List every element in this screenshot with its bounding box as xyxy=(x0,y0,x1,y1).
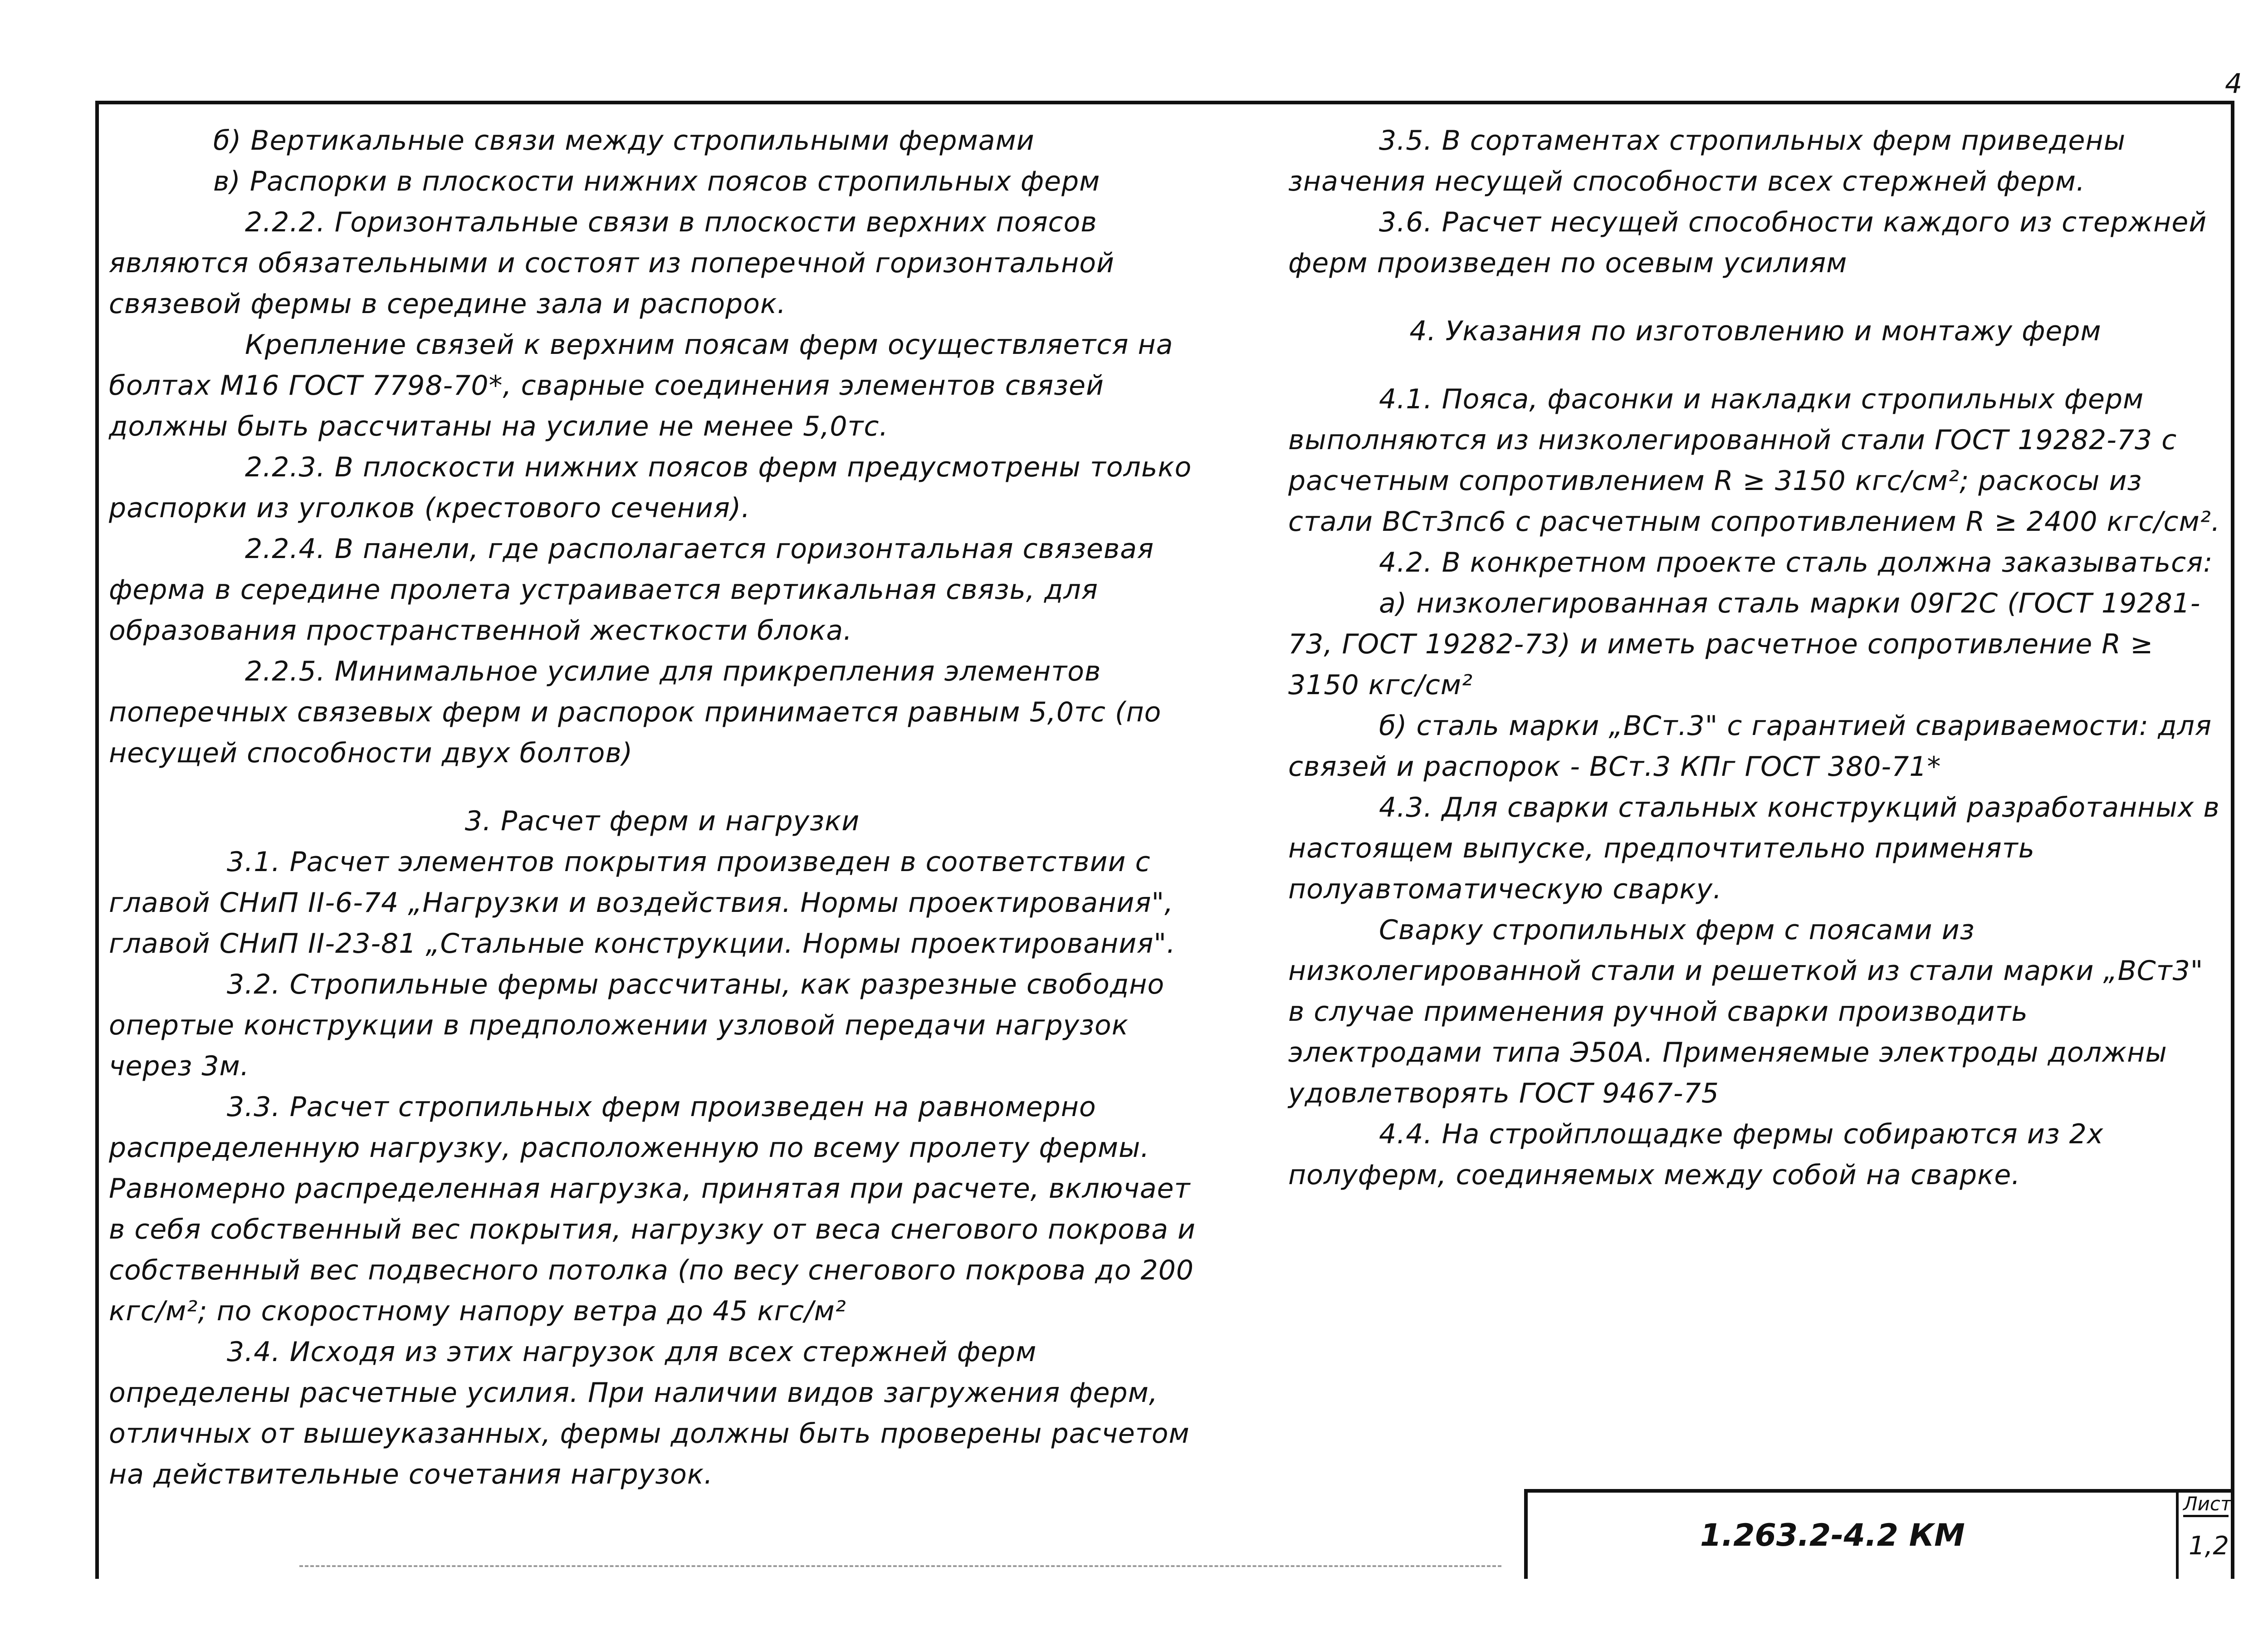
paragraph-2-2-2: 2.2.2. Горизонтальные связи в плоскости верхних поясов являются обязательными и состоят из поперечной горизонтальной связевой фермы в середине зала и распорок. xyxy=(109,206,1115,320)
heading-section-4: 4. Указания по изготовлению и монтажу ферм xyxy=(1409,315,2102,347)
paragraph-3-1: 3.1. Расчет элементов покрытия произведен в соответствии с главой СНиП II-6-74 „Нагрузки и воздействия. Нормы проектирования", главой СНиП II-23-81 „Стальные конструкции. Нормы проектирования". xyxy=(109,846,1176,960)
paragraph-2-2-5: 2.2.5. Минимальное усилие для прикрепления элементов поперечных связевых ферм и распорок принимается равным 5,0тс (по несущей способности двух болтов) xyxy=(109,656,1162,769)
paragraph-3-4: 3.4. Исходя из этих нагрузок для всех стержней ферм определены расчетные усилия. При наличии видов загружения ферм, отличных от вышеуказанных, фермы должны быть проверены расчетом на действительные сочетания нагрузок. xyxy=(109,1336,1190,1490)
paragraph-welding: Сварку стропильных ферм с поясами из низколегированной стали и решеткой из стали марки „ВСт3" в случае применения ручной сварки производить электродами типа Э50А. Применяемые электроды должны удовлетворять ГОСТ 9467-75 xyxy=(1288,914,2204,1109)
paragraph-4-2: 4.2. В конкретном проекте сталь должна заказываться: xyxy=(1379,547,2213,578)
paragraph-3-2: 3.2. Стропильные фермы рассчитаны, как разрезные свободно опертые конструкции в предположении узловой передачи нагрузок через 3м. xyxy=(109,969,1165,1082)
paragraph-4-4: 4.4. На стройплощадке фермы собираются из 2х полуферм, соединяемых между собой на сварке. xyxy=(1288,1118,2104,1191)
bottom-dashed-line xyxy=(299,1565,1501,1567)
paragraph-2-2-4: 2.2.4. В панели, где располагается горизонтальная связевая ферма в середине пролета устраивается вертикальная связь, для образования пространственной жесткости блока. xyxy=(109,533,1154,647)
paragraph-4-3: 4.3. Для сварки стальных конструкций разработанных в настоящем выпуске, предпочтительно применять полуавтоматическую сварку. xyxy=(1288,792,2220,905)
title-block xyxy=(1524,1489,2234,1579)
paragraph-3-6: 3.6. Расчет несущей способности каждого из стержней ферм произведен по осевым усилиям xyxy=(1288,206,2207,279)
paragraph-4-2-a: а) низколегированная сталь марки 09Г2С (ГОСТ 19281-73, ГОСТ 19282-73) и иметь расчетное сопротивление R ≥ 3150 кгс/см² xyxy=(1288,588,2201,701)
paragraph-2-2-3: 2.2.3. В плоскости нижних поясов ферм предусмотрены только распорки из уголков (крестового сечения). xyxy=(109,451,1192,524)
paragraph-fastening: Крепление связей к верхним поясам ферм осуществляется на болтах М16 ГОСТ 7798-70*, сварные соединения элементов связей должны быть рассчитаны на усилие не менее 5,0тс. xyxy=(109,329,1173,442)
left-text-column xyxy=(109,120,1216,1495)
right-text-column xyxy=(1288,120,2223,1195)
paragraph-4-2-b: б) сталь марки „ВСт.3" с гарантией свариваемости: для связей и распорок - ВСт.3 КПг ГОСТ 380-71* xyxy=(1288,710,2212,783)
sheet-cell xyxy=(2176,1493,2231,1579)
heading-section-3: 3. Расчет ферм и нагрузки xyxy=(464,805,860,837)
sheet-number: 1,2 xyxy=(2189,1531,2229,1561)
paragraph-3-5: 3.5. В сортаментах стропильных ферм приведены значения несущей способности всех стержней ферм. xyxy=(1288,125,2126,197)
document-code: 1.263.2-4.2 КМ xyxy=(1700,1518,1965,1553)
paragraph-4-1: 4.1. Пояса, фасонки и накладки стропильных ферм выполняются из низколегированной стали ГОСТ 19282-73 с расчетным сопротивлением R ≥ 3150 кгс/см²; раскосы из стали ВСт3пс6 с расчетным сопротивлением R ≥ 2400 кгс/см². xyxy=(1288,383,2220,538)
page-number: 4 xyxy=(2225,68,2243,100)
sheet-label: Лист xyxy=(2183,1493,2229,1517)
paragraph-3-3: 3.3. Расчет стропильных ферм произведен на равномерно распределенную нагрузку, расположенную по всему пролету фермы. Равномерно распределенная нагрузка, принятая при расчете, включает в себя собственный вес покрытия, нагрузку от веса снегового покрова и собственный вес подвесного потолка (по весу снегового покрова до 200 кгс/м²; по скоростному напору ветра до 45 кгс/м² xyxy=(109,1091,1196,1327)
paragraph-struts: в) Распорки в плоскости нижних поясов стропильных ферм xyxy=(213,166,1100,197)
paragraph-vertical-ties: б) Вертикальные связи между стропильными фермами xyxy=(213,125,1035,157)
